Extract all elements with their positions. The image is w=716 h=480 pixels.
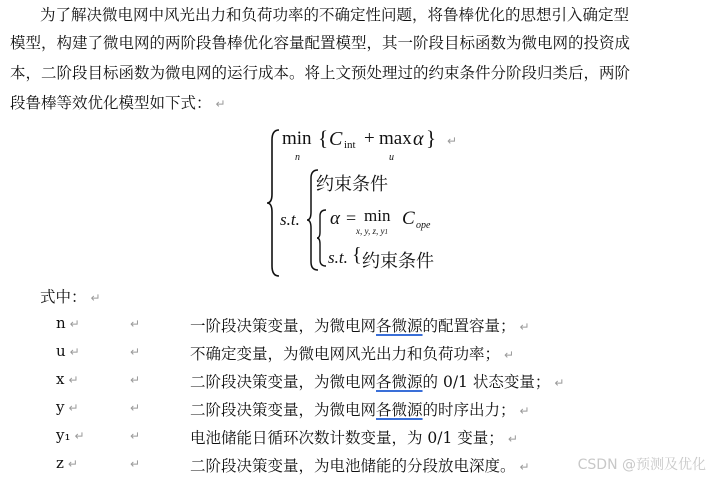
equals-sign: =	[346, 208, 357, 228]
tab-mark: ↵	[130, 373, 141, 387]
cost-subscript: int	[344, 139, 356, 151]
tab-mark: ↵	[130, 457, 141, 471]
paragraph-text: 段鲁棒等效优化模型如下式：	[10, 94, 212, 112]
variable-description: 二阶段决策变量，为微电网各微源的时序出力； ↵	[190, 401, 530, 419]
min2-subscript: x, y, z, y1	[356, 226, 388, 236]
formula-block	[266, 124, 506, 280]
variable-description: 一阶段决策变量，为微电网各微源的配置容量； ↵	[190, 317, 530, 335]
variable-description: 电池储能日循环次数计数变量，为 0/1 变量； ↵	[190, 429, 518, 447]
paragraph-text: 为了解决微电网中风光出力和负荷功率的不确定性问题，将鲁棒优化的思想引入确定型	[40, 6, 630, 24]
st-label-2: s.t.	[328, 248, 348, 267]
tab-mark: ↵	[130, 317, 141, 331]
paragraph-text: 模型，构建了微电网的两阶段鲁棒优化容量配置模型，其一阶段目标函数为微电网的投资成	[10, 34, 631, 52]
min-operator-2: min	[364, 206, 391, 225]
paragraph-mark: ↵	[215, 97, 226, 111]
min-operator: min	[282, 128, 312, 149]
tab-mark: ↵	[130, 429, 141, 443]
variable-description: 二阶段决策变量，为电池储能的分段放电深度。 ↵	[190, 457, 530, 475]
variable-description: 不确定变量，为微电网风光出力和负荷功率； ↵	[190, 345, 515, 363]
alpha-eq-symbol: α	[330, 208, 340, 229]
paragraph-text: 本，二阶段目标函数为微电网的运行成本。将上文预处理过的约束条件分阶段归类后，两阶	[10, 64, 631, 82]
formula-mark: ↵	[447, 134, 458, 148]
variable-name: y₁ ↵	[56, 426, 85, 444]
paragraph-line-3	[10, 62, 630, 84]
alpha-symbol: α	[413, 128, 424, 150]
variable-name: z ↵	[56, 454, 78, 472]
variable-name: u ↵	[56, 342, 80, 360]
paragraph-line-2	[10, 32, 630, 54]
objective-row	[282, 128, 312, 150]
paragraph-line-4	[10, 92, 226, 115]
tab-mark: ↵	[130, 401, 141, 415]
variable-name: x ↵	[56, 370, 79, 388]
variable-description: 二阶段决策变量，为微电网各微源的 0/1 状态变量； ↵	[190, 373, 565, 391]
plus-sign: +	[364, 128, 375, 149]
brace-close: }	[426, 126, 437, 150]
min-subscript: n	[295, 152, 300, 163]
constraint-2: 约束条件	[362, 251, 434, 272]
outer-brace	[266, 128, 282, 278]
max-operator: max	[379, 128, 412, 149]
variable-name: y ↵	[56, 398, 79, 416]
tab-mark: ↵	[130, 345, 141, 359]
innermost-brace	[316, 208, 328, 268]
constraint-1: 约束条件	[316, 174, 388, 195]
cost-ope-symbol: C	[402, 208, 415, 229]
paragraph-line-1	[40, 4, 629, 26]
variable-name: n ↵	[56, 314, 80, 332]
brace-open: {	[318, 126, 329, 150]
max-subscript: u	[389, 152, 394, 163]
where-label: 式中： ↵	[40, 288, 101, 306]
cost-symbol: C	[329, 128, 343, 150]
cost-ope-subscript: ope	[416, 220, 431, 231]
watermark: CSDN @预测及优化	[577, 457, 706, 473]
brace-open-2: {	[352, 244, 362, 266]
st-label: s.t.	[280, 210, 300, 229]
